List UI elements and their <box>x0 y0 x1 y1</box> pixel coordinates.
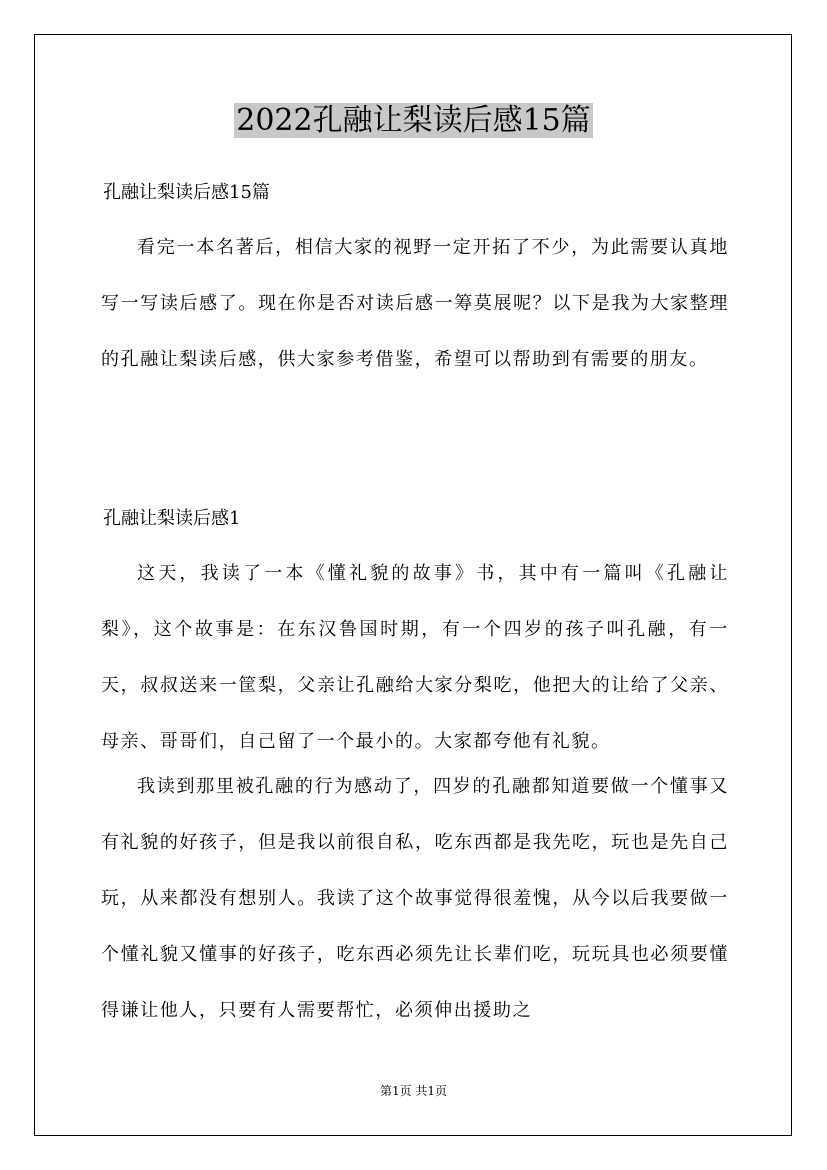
section-heading: 孔融让梨读后感1 <box>103 508 241 529</box>
document-title-text: 2022孔融让梨读后感15篇 <box>236 103 591 138</box>
document-subtitle: 孔融让梨读后感15篇 <box>103 182 270 203</box>
page-footer: 第1页 共1页 <box>379 1084 448 1098</box>
document-title <box>0 96 827 146</box>
section-paragraph: 这天，我读了一本《懂礼貌的故事》书，其中有一篇叫《孔融让梨》，这个故事是：在东汉鲁国时期，有一个四岁的孩子叫孔融，有一天，叔叔送来一筐梨，父亲让孔融给大家分梨吃，他把大的让给了父亲、母亲、哥哥们，自己留了一个最小的。大家都夸他有礼貌。 <box>101 563 729 752</box>
intro-paragraph: 看完一本名著后，相信大家的视野一定开拓了不少，为此需要认真地写一写读后感了。现在你是否对读后感一筹莫展呢？以下是我为大家整理的孔融让梨读后感，供大家参考借鉴，希望可以帮助到有需要的朋友。 <box>101 237 729 370</box>
section-paragraph: 我读到那里被孔融的行为感动了，四岁的孔融都知道要做一个懂事又有礼貌的好孩子，但是我以前很自私，吃东西都是我先吃，玩也是先自己玩，从来都没有想别人。我读了这个故事觉得很羞愧，从今以后我要做一个懂礼貌又懂事的好孩子，吃东西必须先让长辈们吃，玩玩具也必须要懂得谦让他人，只要有人需要帮忙，必须伸出援助之 <box>101 776 729 1021</box>
